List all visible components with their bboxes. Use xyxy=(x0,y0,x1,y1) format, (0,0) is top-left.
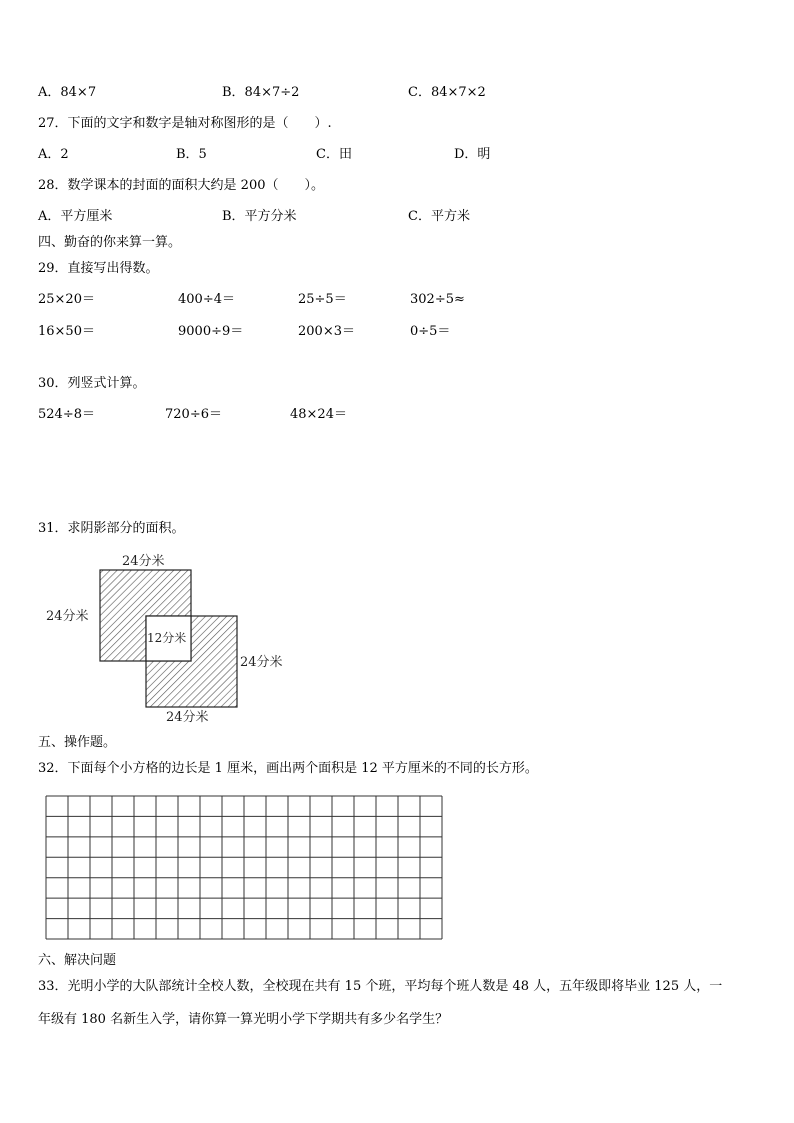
q30-item: 48×24＝ xyxy=(290,407,347,422)
q26-option-c: C．84×7×2 xyxy=(408,85,486,100)
q29-item: 9000÷9＝ xyxy=(178,324,244,339)
q26-option-b: B．84×7÷2 xyxy=(222,85,300,100)
q33-line-2: 年级有 180 名新生入学，请你算一算光明小学下学期共有多少名学生？ xyxy=(38,1012,449,1027)
q27-option-c: C．田 xyxy=(316,147,352,162)
label-left: 24分米 xyxy=(46,609,89,624)
q28-option-b: B．平方分米 xyxy=(222,209,297,224)
q27-stem: 27．下面的文字和数字是轴对称图形的是（ ）. xyxy=(38,116,332,131)
q32-stem: 32．下面每个小方格的边长是 1 厘米，画出两个面积是 12 平方厘米的不同的长方形。 xyxy=(38,761,538,776)
q28-option-a: A．平方厘米 xyxy=(38,209,113,224)
q27-option-b: B．5 xyxy=(176,147,207,162)
q26-option-a: A．84×7 xyxy=(38,85,97,100)
q30-item: 720÷6＝ xyxy=(165,407,222,422)
q29-item: 0÷5＝ xyxy=(410,324,451,339)
label-top: 24分米 xyxy=(122,554,165,569)
label-inner: 12分米 xyxy=(147,631,187,645)
q27-option-d: D．明 xyxy=(454,147,491,162)
q32-grid[interactable] xyxy=(45,795,447,940)
label-right: 24分米 xyxy=(240,655,283,670)
q29-item: 16×50＝ xyxy=(38,324,95,339)
q31-figure xyxy=(40,548,310,726)
q33-line-1: 33．光明小学的大队部统计全校人数，全校现在共有 15 个班，平均每个班人数是 48 人，五年级即将毕业 125 人，一 xyxy=(38,979,723,994)
section-5-heading: 五、操作题。 xyxy=(38,735,117,750)
section-4-heading: 四、勤奋的你来算一算。 xyxy=(38,235,182,250)
q28-stem: 28．数学课本的封面的面积大约是 200（ ）。 xyxy=(38,178,324,193)
q31-stem: 31．求阴影部分的面积。 xyxy=(38,521,185,536)
q30-stem: 30．列竖式计算。 xyxy=(38,376,146,391)
label-bottom: 24分米 xyxy=(166,710,209,725)
q29-item: 25÷5＝ xyxy=(298,292,347,307)
q29-item: 400÷4＝ xyxy=(178,292,235,307)
q29-stem: 29．直接写出得数。 xyxy=(38,261,159,276)
q30-item: 524÷8＝ xyxy=(38,407,95,422)
section-6-heading: 六、解决问题 xyxy=(38,953,117,968)
q29-item: 25×20＝ xyxy=(38,292,95,307)
q27-option-a: A．2 xyxy=(38,147,69,162)
q29-item: 302÷5≈ xyxy=(410,292,465,307)
q28-option-c: C．平方米 xyxy=(408,209,470,224)
q29-item: 200×3＝ xyxy=(298,324,355,339)
